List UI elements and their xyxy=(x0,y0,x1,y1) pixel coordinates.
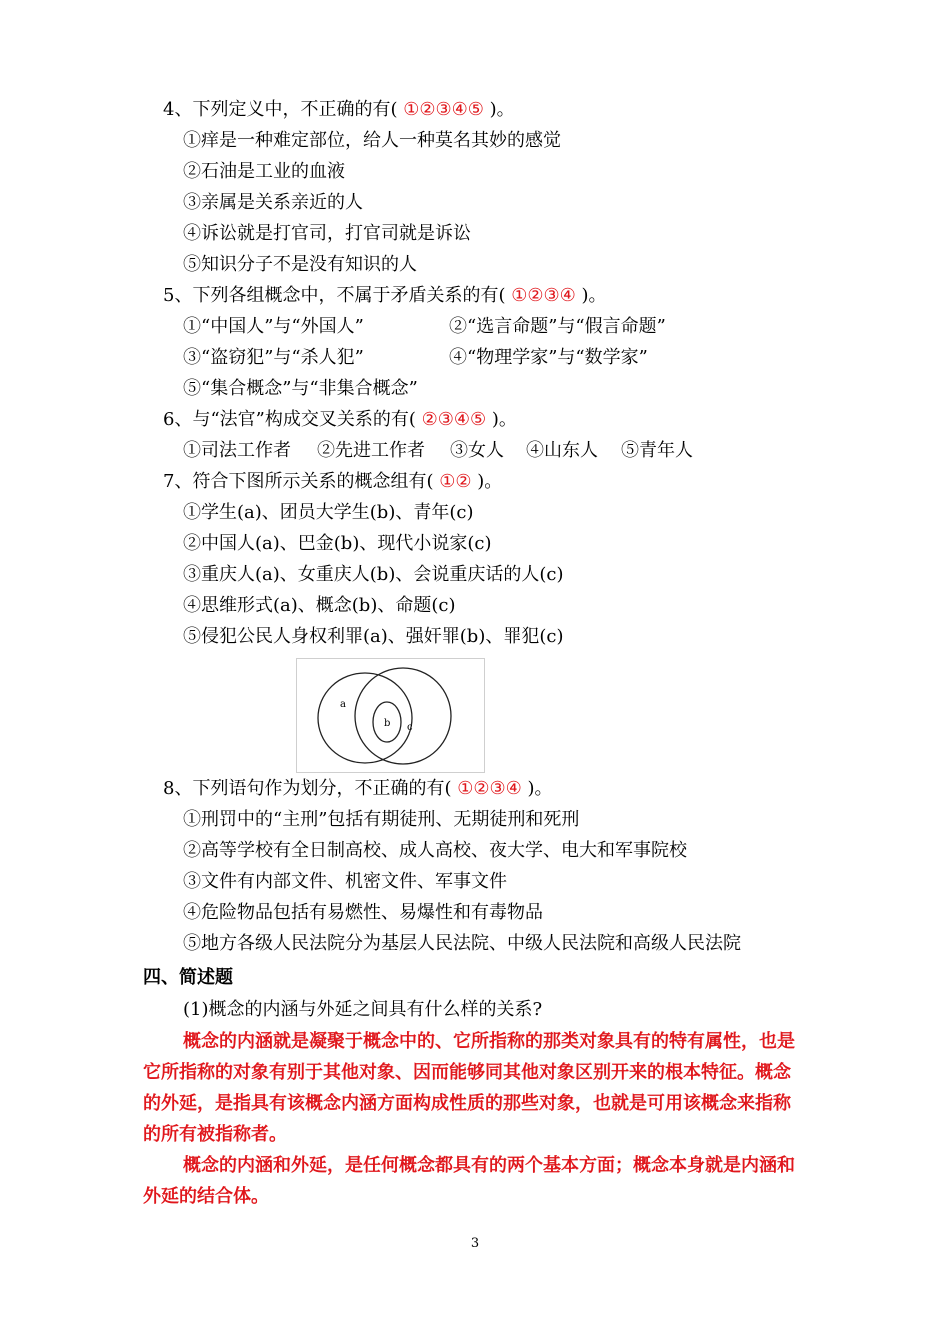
question-6-option-1: ①司法工作者 xyxy=(183,440,291,461)
question-6-option-5: ⑤青年人 xyxy=(621,440,693,461)
venn-diagram-svg xyxy=(297,659,484,772)
question-8-option-3: ③文件有内部文件、机密文件、军事文件 xyxy=(183,871,507,892)
question-6-answer: ②③④⑤ xyxy=(421,409,487,430)
short-question-1: (1)概念的内涵与外延之间具有什么样的关系? xyxy=(183,999,543,1020)
question-7-option-4: ④思维形式(a)、概念(b)、命题(c) xyxy=(183,595,456,616)
answer-paragraph-2: 概念的内涵和外延，是任何概念都具有的两个基本方面；概念本身就是内涵和外延的结合体。 xyxy=(143,1155,795,1207)
question-8-answer: ①②③④ xyxy=(457,778,522,799)
label-b: b xyxy=(384,718,391,729)
question-4-option-3: ③亲属是关系亲近的人 xyxy=(183,192,363,213)
question-7-option-5: ⑤侵犯公民人身权利罪(a)、强奸罪(b)、罪犯(c) xyxy=(183,626,564,647)
question-8-option-2: ②高等学校有全日制高校、成人高校、夜大学、电大和军事院校 xyxy=(183,840,687,861)
section-title: 四、简述题 xyxy=(143,967,233,988)
label-c: c xyxy=(407,722,413,733)
question-5-option-4: ④“物理学家”与“数学家” xyxy=(449,347,648,368)
question-7-option-1: ①学生(a)、团员大学生(b)、青年(c) xyxy=(183,502,474,523)
question-5-stem: 5、下列各组概念中，不属于矛盾关系的有( ①②③④ )。 xyxy=(163,285,607,306)
question-5-option-1: ①“中国人”与“外国人” xyxy=(183,316,364,337)
question-4-option-4: ④诉讼就是打官司，打官司就是诉讼 xyxy=(183,223,471,244)
question-6-stem: 6、与“法官”构成交叉关系的有( ②③④⑤ )。 xyxy=(163,409,517,430)
question-8-option-5: ⑤地方各级人民法院分为基层人民法院、中级人民法院和高级人民法院 xyxy=(183,933,741,954)
question-4-option-5: ⑤知识分子不是没有知识的人 xyxy=(183,254,417,275)
question-7-option-3: ③重庆人(a)、女重庆人(b)、会说重庆话的人(c) xyxy=(183,564,564,585)
answer-paragraph-1: 概念的内涵就是凝聚于概念中的、它所指称的那类对象具有的特有属性，也是它所指称的对象有别于其他对象、因而能够同其他对象区别开来的根本特征。概念的外延，是指具有该概念内涵方面构成性质的那些对象，也就是可用该概念来指称的所有被指称者。 xyxy=(143,1031,795,1145)
question-4-option-1: ①痒是一种难定部位，给人一种莫名其妙的感觉 xyxy=(183,130,561,151)
question-5-option-3: ③“盗窃犯”与“杀人犯” xyxy=(183,347,364,368)
label-a: a xyxy=(340,699,346,710)
question-4-stem: 4、下列定义中，不正确的有( ①②③④⑤ )。 xyxy=(163,99,515,120)
venn-diagram xyxy=(296,658,485,773)
question-4-answer: ①②③④⑤ xyxy=(403,99,484,120)
question-4-option-2: ②石油是工业的血液 xyxy=(183,161,345,182)
question-5-option-2: ②“选言命题”与“假言命题” xyxy=(449,316,666,337)
question-5-option-5: ⑤“集合概念”与“非集合概念” xyxy=(183,378,418,399)
page-number: 3 xyxy=(470,1236,480,1251)
question-8-option-4: ④危险物品包括有易燃性、易爆性和有毒物品 xyxy=(183,902,543,923)
question-6-option-2: ②先进工作者 xyxy=(317,440,425,461)
question-5-answer: ①②③④ xyxy=(511,285,576,306)
question-7-option-2: ②中国人(a)、巴金(b)、现代小说家(c) xyxy=(183,533,492,554)
question-7-stem: 7、符合下图所示关系的概念组有( ①② )。 xyxy=(163,471,503,492)
circle-c xyxy=(355,668,451,764)
question-8-option-1: ①刑罚中的“主刑”包括有期徒刑、无期徒刑和死刑 xyxy=(183,809,580,830)
question-7-answer: ①② xyxy=(439,471,472,492)
question-8-stem: 8、下列语句作为划分，不正确的有( ①②③④ )。 xyxy=(163,778,553,799)
question-6-option-4: ④山东人 xyxy=(526,440,598,461)
question-6-option-3: ③女人 xyxy=(450,440,504,461)
